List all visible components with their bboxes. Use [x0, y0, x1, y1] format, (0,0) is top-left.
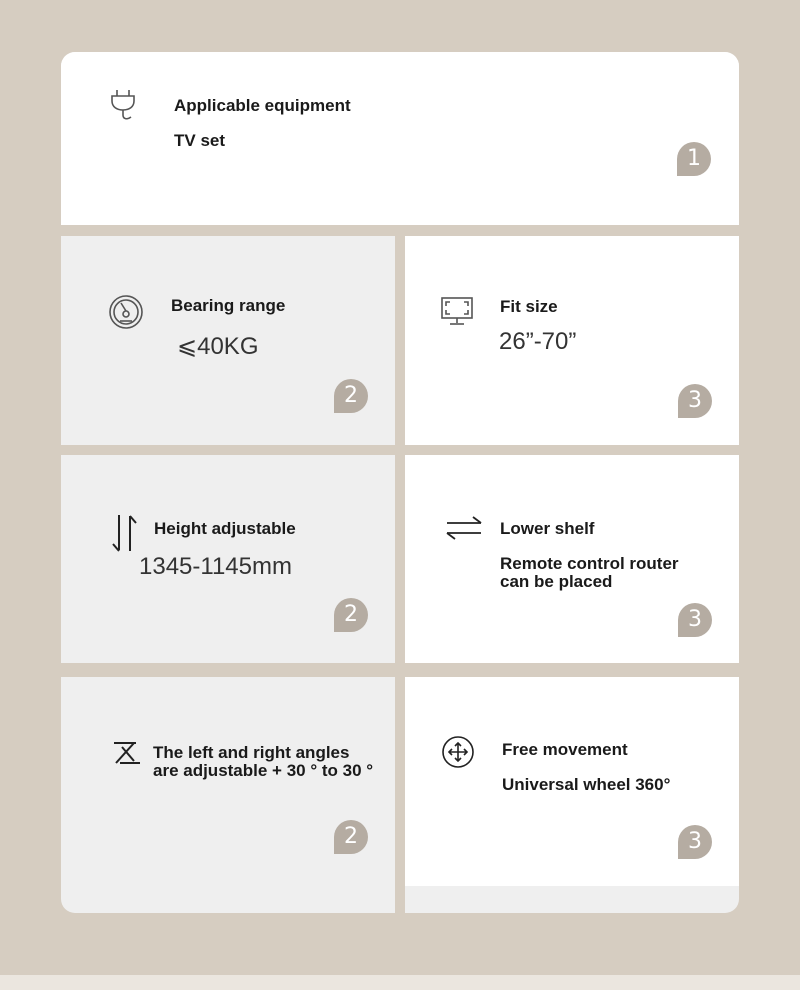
number-badge: 1 [677, 142, 711, 176]
card-title: Height adjustable [154, 519, 296, 538]
up-down-arrows-icon [111, 513, 139, 553]
card-detail: Remote control router can be placed [500, 554, 679, 591]
number-badge: 2 [334, 379, 368, 413]
card-detail: TV set [174, 131, 226, 150]
card-value: 26”-70” [499, 328, 577, 355]
swap-arrows-icon [445, 515, 483, 541]
separator [395, 236, 405, 913]
card-free-movement [405, 677, 739, 886]
monitor-icon [440, 296, 474, 328]
card-angle-adjustable [61, 677, 395, 886]
card-value: 1345-1145mm [139, 553, 292, 580]
separator [61, 225, 739, 236]
card-height-adjustable [61, 455, 395, 663]
card-title: Bearing range [171, 296, 286, 315]
card-title: Applicable equipment [174, 96, 351, 115]
card-bearing-range [61, 236, 395, 445]
card-title: Free movement [502, 740, 628, 759]
feature-panel [61, 52, 739, 913]
card-title: Fit size [500, 297, 558, 316]
card-fit-size [405, 236, 739, 445]
number-badge: 3 [678, 384, 712, 418]
number-badge: 3 [678, 825, 712, 859]
number-badge: 2 [334, 820, 368, 854]
move-arrows-icon [441, 735, 475, 769]
plug-icon [109, 88, 143, 122]
card-title: The left and right angles are adjustable + 30 ° to 30 ° [153, 743, 374, 780]
card-title: Lower shelf [500, 519, 595, 538]
bottom-strip [0, 975, 800, 990]
card-detail: Universal wheel 360° [502, 775, 671, 794]
card-applicable-equipment [61, 52, 739, 225]
number-badge: 2 [334, 598, 368, 632]
card-value: ⩽40KG [177, 333, 259, 360]
angle-icon [112, 741, 142, 767]
gauge-icon [108, 294, 144, 330]
separator [61, 663, 739, 677]
number-badge: 3 [678, 603, 712, 637]
separator [61, 445, 739, 455]
card-lower-shelf [405, 455, 739, 663]
